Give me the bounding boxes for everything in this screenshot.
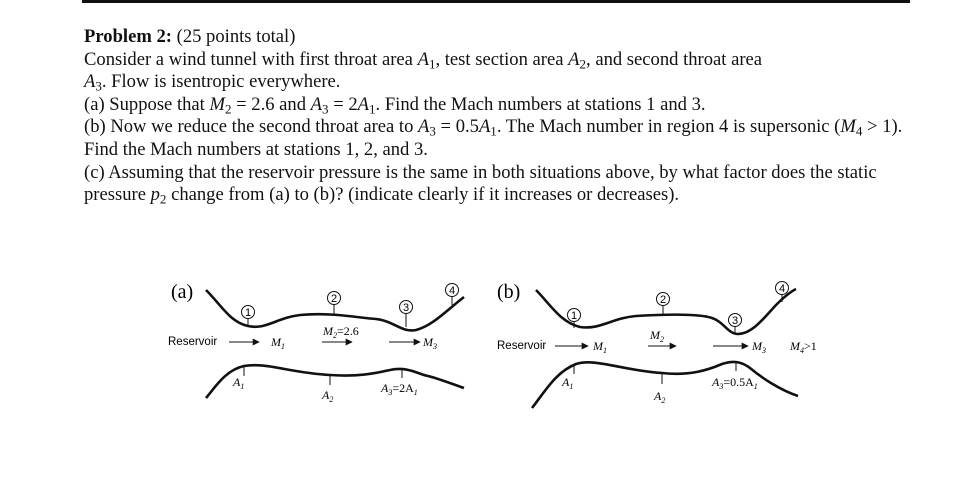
panel-a <box>168 281 464 404</box>
panel-b-reservoir-label: Reservoir <box>497 340 547 352</box>
part-b-text-3: . The Mach number in region 4 is supersonic ( <box>496 116 841 138</box>
panel-a-station-1 <box>242 306 255 327</box>
panel-a-station-3 <box>400 301 413 328</box>
panel-a-a1: $A_1$ <box>233 375 245 391</box>
part-b-text-2: = 0.5 <box>435 116 479 138</box>
station-3-label-b: 3 <box>731 315 739 327</box>
intro-text-1: Consider a wind tunnel with first throat area <box>84 48 418 70</box>
panel-a-m1: $M_1$ <box>271 335 285 351</box>
part-c: (c) Assuming that the reservoir pressure is the same in both situations above, by what factor does the static pressure $p_2$ change from (a) to (b)? (indicate clearly if it increases or decreases). <box>84 161 877 207</box>
part-c-text-2: change from (a) to (b)? (indicate clearly if it increases or decreases). <box>166 184 680 206</box>
panel-a-a2: $A_2$ <box>322 388 334 404</box>
panel-b-station-1 <box>568 309 581 329</box>
panel-a-bottom-wall <box>206 365 464 398</box>
part-a-text-3: = 2 <box>328 93 358 115</box>
panel-a-m2: $M_2=2.6$ <box>323 324 359 340</box>
panel-a-m3: $M_3$ <box>423 335 437 351</box>
panel-b-station-2 <box>657 293 670 316</box>
panel-b <box>497 281 817 408</box>
panel-b-label: (b) <box>497 281 521 303</box>
problem-points: (25 points total) <box>176 26 296 47</box>
panel-b-a3: $A_3=0.5A_1$ <box>712 375 758 391</box>
part-a: (a) Suppose that $M_2 = 2.6$ and $A_3 = 2A_1$. Find the Mach numbers at stations 1 and 3. <box>84 93 706 117</box>
station-4-label: 4 <box>448 285 456 297</box>
station-1-label: 1 <box>244 307 252 319</box>
panel-a-a3: $A_3=2A_1$ <box>381 381 418 397</box>
part-b-text-1: (b) Now we reduce the second throat area to <box>84 116 419 138</box>
intro-line-1: Consider a wind tunnel with first throat area $A_1$, test section area $A_2$, and second throat area <box>84 48 763 71</box>
problem-title: Problem 2: <box>84 26 172 47</box>
station-2-label-b: 2 <box>659 294 667 306</box>
station-3-label: 3 <box>402 302 410 314</box>
intro-text-2: , test section area <box>435 48 569 70</box>
part-a-text-1: (a) Suppose that <box>84 93 210 115</box>
station-1-label-b: 1 <box>570 310 578 322</box>
part-a-text-2: = 2.6 and <box>231 93 311 115</box>
station-4-label-b: 4 <box>778 283 786 295</box>
panel-b-a2: $A_2$ <box>654 389 666 405</box>
panel-a-reservoir-label: Reservoir <box>168 336 218 348</box>
station-2-label: 2 <box>330 293 338 305</box>
part-c-text-1: (c) Assuming that the reservoir pressure is the same in both situations above, by what factor does the static pressure <box>84 161 877 206</box>
part-b-text-4: > 1). Find the Mach numbers at stations 1, 2, and 3. <box>84 116 903 160</box>
panel-b-m4: $M_4>1$ <box>790 339 817 355</box>
part-a-text-4: . Find the Mach numbers at stations 1 and 3. <box>375 93 706 115</box>
panel-b-station-4 <box>776 282 789 303</box>
panel-a-station-2 <box>328 292 341 315</box>
intro-line-2: $A_3$. Flow is isentropic everywhere. <box>84 71 341 94</box>
panel-a-label: (a) <box>171 281 194 303</box>
panel-b-m1: $M_1$ <box>593 339 607 355</box>
intro-text-4: . Flow is isentropic everywhere. <box>101 71 341 93</box>
panel-b-m3: $M_3$ <box>752 339 766 355</box>
panel-b-m2: $M_2$ <box>650 328 664 344</box>
part-b: (b) Now we reduce the second throat area to $A_3 = 0.5A_1$. The Mach number in region 4 is supersonic $(M_4 > 1)$. Find the Mach numbers at stations 1, 2, and 3. <box>84 116 903 160</box>
panel-b-a1: $A_1$ <box>562 375 574 391</box>
intro-text-3: , and second throat area <box>586 48 763 70</box>
